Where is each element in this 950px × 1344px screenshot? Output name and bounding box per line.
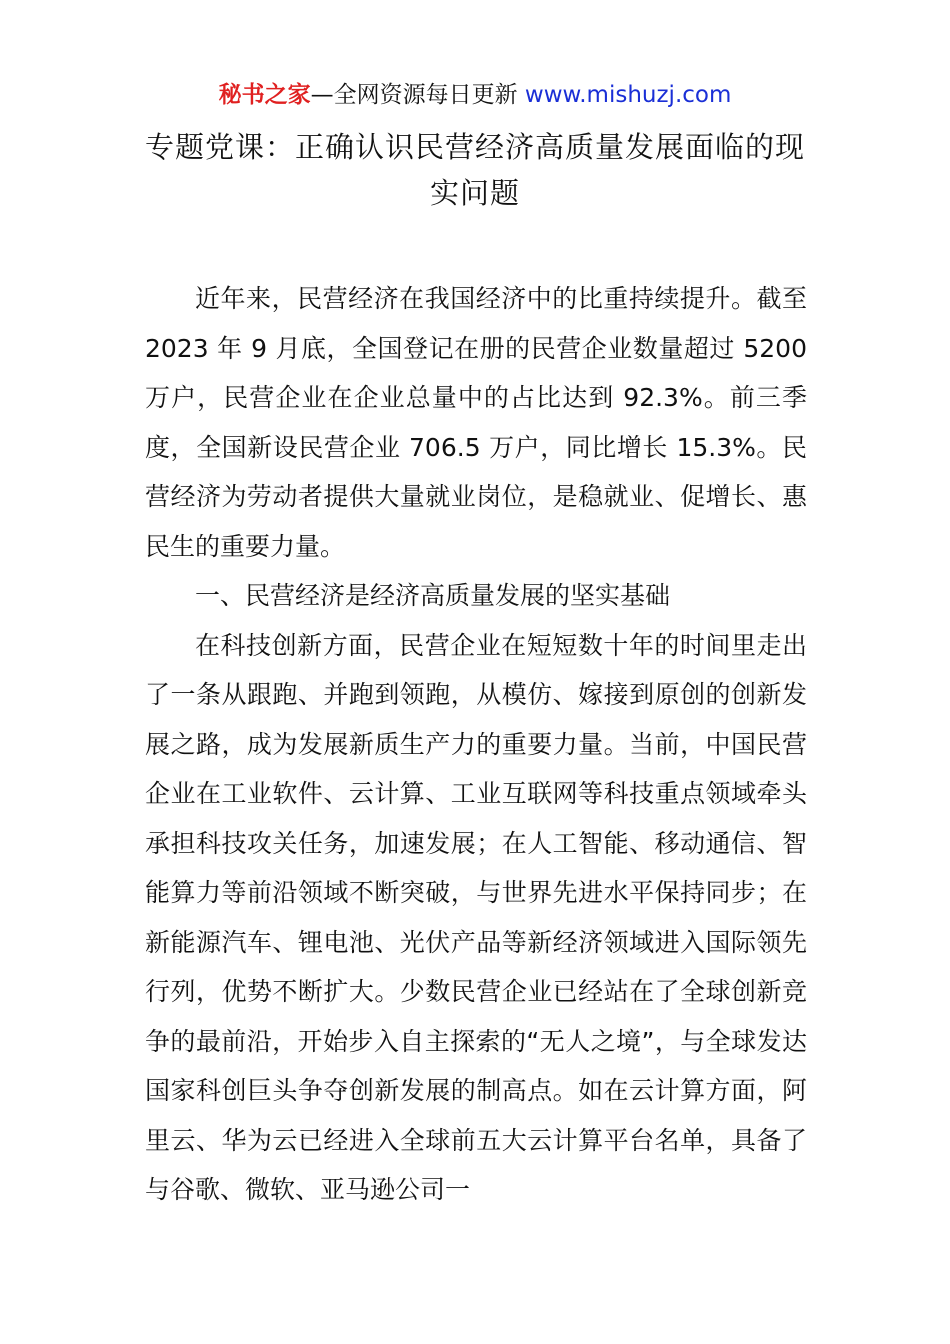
header-tagline: —全网资源每日更新 — [310, 82, 525, 108]
document-title: 专题党课：正确认识民营经济高质量发展面临的现实问题 — [145, 130, 806, 210]
site-url-link[interactable]: www.mishuzj.com — [524, 82, 732, 108]
intro-paragraph: 近年来，民营经济在我国经济中的比重持续提升。截至 2023 年 9 月底，全国登记在册的民营企业数量超过 5200 万户，民营企业在企业总量中的占比达到 92.3%。前三季度，全国新设民营企业 706.5 万户，同比增长 15.3%。民营经济为劳动者提供大量就业岗位，是稳就业、促增长、惠民生的重要力量。 — [145, 284, 807, 561]
body-paragraph: 在科技创新方面，民营企业在短短数十年的时间里走出了一条从跟跑、并跑到领跑，从模仿、嫁接到原创的创新发展之路，成为发展新质生产力的重要力量。当前，中国民营企业在工业软件、云计算、工业互联网等科技重点领域牵头承担科技攻关任务，加速发展；在人工智能、移动通信、智能算力等前沿领域不断突破，与世界先进水平保持同步；在新能源汽车、锂电池、光伏产品等新经济领域进入国际领先行列，优势不断扩大。少数民营企业已经站在了全球创新竞争的最前沿，开始步入自主探索的“无人之境”，与全球发达国家科创巨头争夺创新发展的制高点。如在云计算方面，阿里云、华为云已经进入全球前五大云计算平台名单，具备了与谷歌、微软、亚马逊公司一 — [145, 630, 807, 1204]
section-heading: 一、民营经济是经济高质量发展的坚实基础 — [195, 581, 671, 610]
document-body — [145, 274, 807, 1215]
site-header — [0, 78, 950, 112]
brand-name: 秘书之家 — [218, 82, 311, 108]
